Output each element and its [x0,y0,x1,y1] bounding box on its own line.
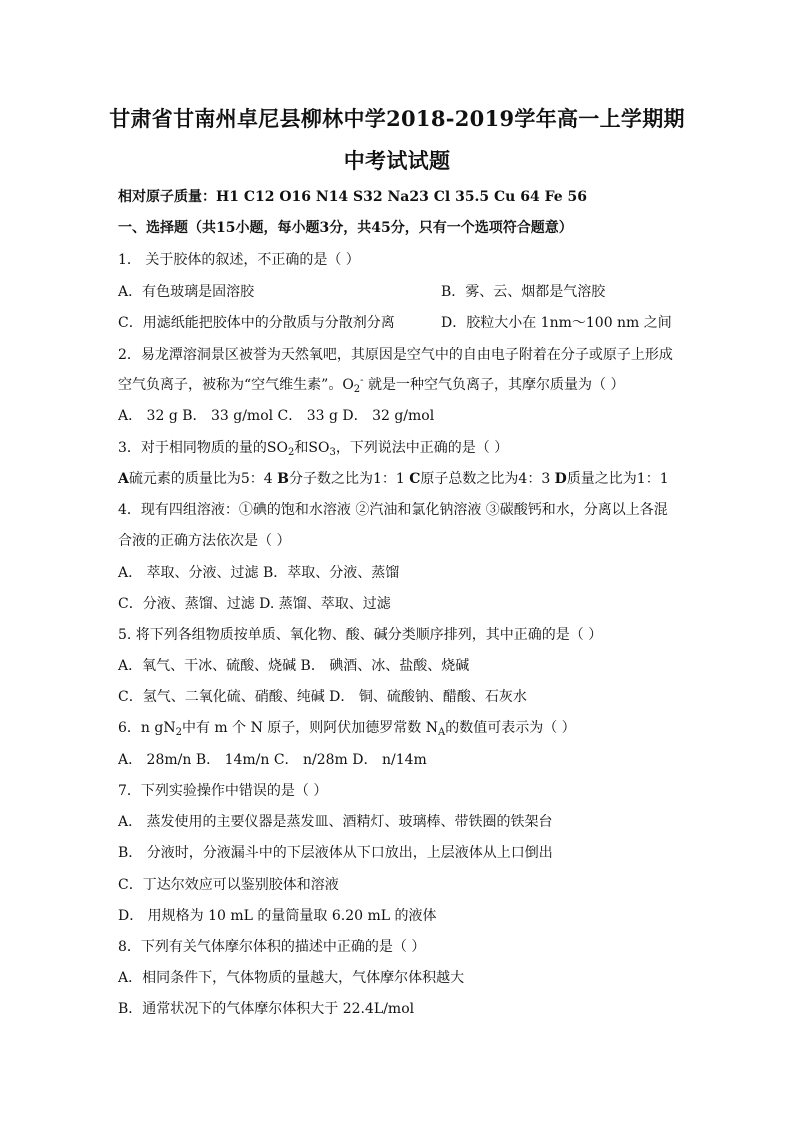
question-8-stem: 8．下列有关气体摩尔体积的描述中正确的是（ ） [118,939,426,955]
question-2-stem-line-1: 2．易龙潭溶洞景区被誉为天然氧吧，其原因是空气中的自由电子附着在分子或原子上形成 [118,347,673,363]
question-3-stem-text-a: 3．对于相同物质的量的SO [118,440,288,456]
exam-title-line-1: 甘肃省甘南州卓尼县柳林中学2018-2019学年高一上学期期 [109,106,685,131]
question-7-stem: 7．下列实验操作中错误的是（ ） [118,783,328,799]
question-7-option-d: D． 用规格为 10 mL 的量筒量取 6.20 mL 的液体 [118,908,437,924]
question-3-label-c: C [409,471,421,487]
question-2-formula-superscript: - [360,375,364,386]
question-3-option-a: 硫元素的质量比为5：4 [128,471,278,487]
question-1-stem: 1． 关于胶体的叙述，不正确的是（ ） [118,252,360,268]
question-7-option-c: C．丁达尔效应可以鉴别胶体和溶液 [118,877,339,893]
question-2-stem-text-a: 空气负离子，被称为“空气维生素”。O [118,377,354,393]
section-heading: 一、选择题（共15小题，每小题3分，共45分，只有一个选项符合题意） [118,220,573,236]
question-4-stem-line-1: 4．现有四组溶液：①碘的饱和水溶液 ②汽油和氯化钠溶液 ③碳酸钙和水，分离以上各混 [118,502,668,518]
question-3-label-d: D [554,471,567,487]
question-3-option-b: 分子数之比为1：1 [288,471,410,487]
question-3-stem-text-b: 和SO [294,440,330,456]
question-3-subscript-1: 2 [287,447,295,458]
exam-title-line-2: 中考试试题 [343,148,451,173]
question-7-option-a: A． 蒸发使用的主要仪器是蒸发皿、酒精灯、玻璃棒、带铁圈的铁架台 [118,814,553,830]
question-5-stem: 5. 将下列各组物质按单质、氧化物、酸、碱分类顺序排列，其中正确的是（ ） [118,627,603,643]
question-6-stem [118,717,576,738]
question-6-stem-text-a: 6．n gN [118,720,176,736]
question-3-option-d: 质量之比为1：1 [566,471,669,487]
question-1-option-a: A．有色玻璃是固溶胶 [118,284,255,300]
question-6-stem-text-c: 的数值可表示为（ ） [445,720,576,736]
question-6-subscript-1: 2 [175,727,182,738]
question-4-stem-line-2: 合液的正确方法依次是（ ） [118,533,291,549]
question-7-option-b: B． 分液时，分液漏斗中的下层液体从下口放出，上层液体从上口倒出 [118,845,553,861]
question-2-stem-line-2 [118,374,624,395]
question-6-subscript-2: A [438,727,446,738]
question-2-options: A． 32 g B． 33 g/mol C． 33 g D． 32 g/mol [118,408,435,424]
question-5-options-ab: A．氧气、干冰、硫酸、烧碱 B． 碘酒、冰、盐酸、烧碱 [118,658,470,674]
question-3-stem [118,437,508,458]
question-4-options-ab: A． 萃取、分液、过滤 B．萃取、分液、蒸馏 [118,565,400,581]
question-3-label-a: A [118,471,129,487]
question-4-options-cd: C．分液、蒸馏、过滤 D. 蒸馏、萃取、过滤 [118,596,391,612]
question-3-option-c: 原子总数之比为4：3 [420,471,555,487]
question-3-stem-text-c: ，下列说法中正确的是（ ） [335,440,509,456]
question-1-option-d: D．胶粒大小在 1nm～100 nm 之间 [441,315,672,331]
question-6-options: A． 28m/n B． 14m/n C． n/28m D． n/14m [118,752,427,768]
question-8-option-a: A．相同条件下，气体物质的量越大，气体摩尔体积越大 [118,970,465,986]
question-1-option-c: C．用滤纸能把胶体中的分散质与分散剂分离 [118,315,395,331]
question-3-label-b: B [277,471,289,487]
atomic-mass-line: 相对原子质量：H1 C12 O16 N14 S32 Na23 Cl 35.5 Cu 64 Fe 56 [118,189,588,205]
question-6-stem-text-b: 中有 m 个 N 原子，则阿伏加德罗常数 N [181,720,438,736]
question-8-option-b: B．通常状况下的气体摩尔体积大于 22.4L/mol [118,1001,415,1017]
question-2-formula-subscript: 2 [353,384,361,395]
question-3-options [118,468,669,488]
question-5-options-cd: C．氢气、二氧化硫、硝酸、纯碱 D． 铜、硫酸钠、醋酸、石灰水 [118,689,527,705]
question-1-option-b: B．雾、云、烟都是气溶胶 [441,284,606,300]
question-3-subscript-2: 3 [329,447,336,458]
question-2-stem-text-b: 就是一种空气负离子，其摩尔质量为（ ） [363,377,625,393]
